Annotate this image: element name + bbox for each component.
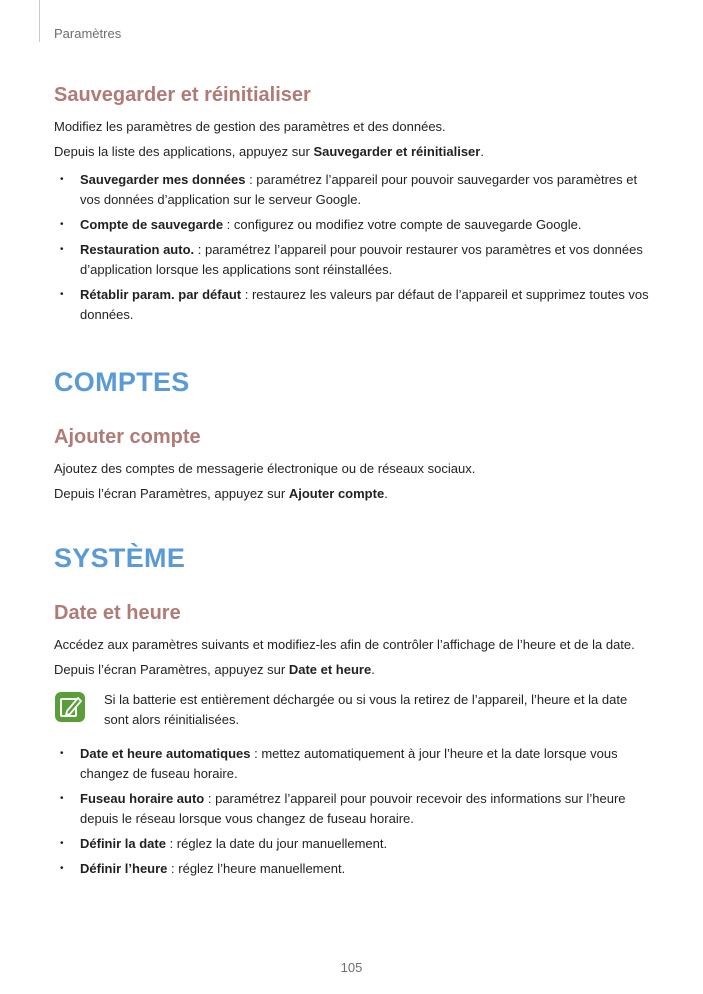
page-header-title: Paramètres: [54, 26, 122, 41]
list-item: • Sauvegarder mes données : paramétrez l’appareil pour pouvoir sauvegarder vos paramètres et vos données d’application sur le serveur Google.: [54, 170, 654, 210]
list-item: • Définir l’heure : réglez l’heure manuellement.: [54, 859, 654, 879]
backup-path: Depuis la liste des applications, appuyez sur Sauvegarder et réinitialiser.: [54, 144, 484, 159]
accounts-section-title: COMPTES: [54, 367, 190, 397]
date-time-heading: Date et heure: [54, 602, 181, 624]
note-pencil-icon: [54, 691, 86, 723]
note-text: Si la batterie est entièrement déchargée ou si vous la retirez de l’appareil, l’heure et la date sont alors réinitialisées.: [104, 692, 628, 727]
page-content: [54, 82, 654, 884]
system-intro: Accédez aux paramètres suivants et modifiez-les afin de contrôler l’affichage de l’heure et de la date.: [54, 637, 635, 652]
accounts-intro: Ajoutez des comptes de messagerie électronique ou de réseaux sociaux.: [54, 461, 476, 476]
system-path-bold: Date et heure: [288, 662, 372, 677]
system-path: Depuis l’écran Paramètres, appuyez sur Date et heure.: [54, 662, 375, 677]
backup-heading: Sauvegarder et réinitialiser: [54, 84, 311, 106]
list-item: • Restauration auto. : paramétrez l’appareil pour pouvoir restaurer vos paramètres et vos données d’application lorsque les applications sont réinstallées.: [54, 240, 654, 280]
list-item: • Définir la date : réglez la date du jour manuellement.: [54, 834, 654, 854]
backup-options-list: [54, 170, 654, 325]
system-section-title: SYSTÈME: [54, 543, 186, 573]
accounts-path: Depuis l’écran Paramètres, appuyez sur Ajouter compte.: [54, 486, 388, 501]
header-rule: [39, 0, 40, 42]
battery-note: [54, 690, 654, 730]
date-time-options-list: [54, 744, 654, 879]
accounts-path-bold: Ajouter compte: [288, 486, 385, 501]
backup-intro: Modifiez les paramètres de gestion des paramètres et des données.: [54, 119, 446, 134]
backup-path-bold: Sauvegarder et réinitialiser: [313, 144, 481, 159]
list-item: • Compte de sauvegarde : configurez ou modifiez votre compte de sauvegarde Google.: [54, 215, 654, 235]
page-number: 105: [340, 960, 363, 975]
list-item: • Fuseau horaire auto : paramétrez l’appareil pour pouvoir recevoir des informations sur l’heure depuis le réseau lorsque vous changez de fuseau horaire.: [54, 789, 654, 829]
list-item: • Date et heure automatiques : mettez automatiquement à jour l’heure et la date lorsque vous changez de fuseau horaire.: [54, 744, 654, 784]
add-account-heading: Ajouter compte: [54, 426, 201, 448]
list-item: • Rétablir param. par défaut : restaurez les valeurs par défaut de l’appareil et supprimez toutes vos données.: [54, 285, 654, 325]
